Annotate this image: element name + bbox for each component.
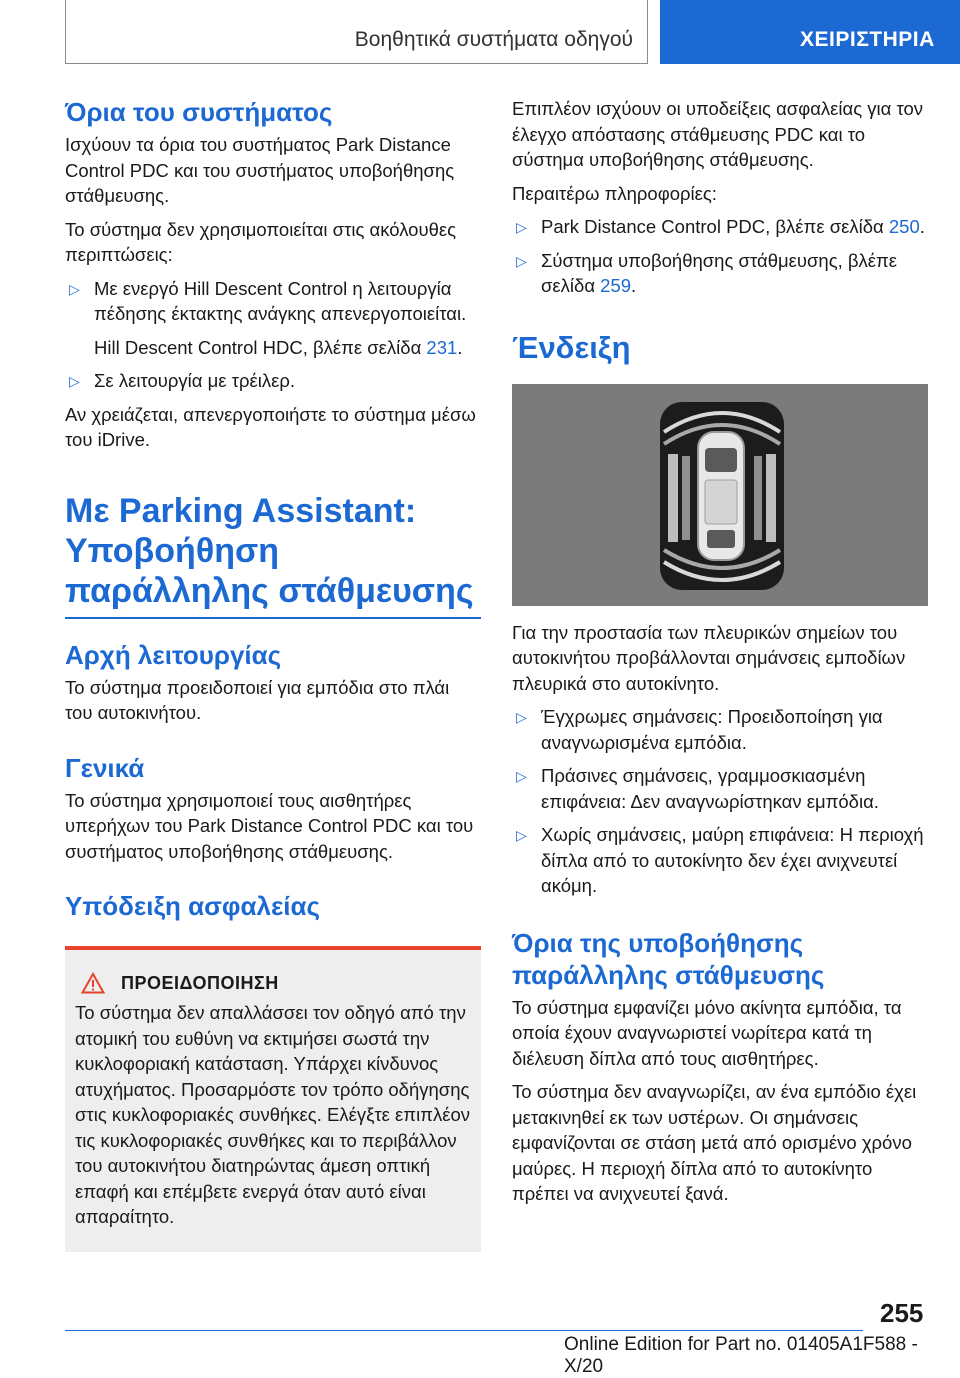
page-number: 255: [880, 1298, 924, 1328]
page-link[interactable]: 231: [426, 336, 458, 358]
triangle-bullet-icon: ▷: [516, 709, 527, 725]
list-item: ▷ Έγχρωμες σημάνσεις: Προειδοποίηση για αναγνωρισμένα εμπόδια.: [516, 706, 883, 753]
warning-title: ΠΡΟΕΙΔΟΠΟΙΗΣΗ: [121, 972, 279, 993]
limits2-heading: Όρια της υποβοήθησης παράλληλης στάθμευσης: [512, 927, 825, 990]
display-heading: Ένδειξη: [512, 329, 631, 365]
list-item: ▷ Πράσινες σημάνσεις, γραμμοσκιασμένη επιφάνεια: Δεν αναγνωρίστηκαν εμπόδια.: [516, 765, 879, 812]
header-chapter-title: ΧΕΙΡΙΣΤΗΡΙΑ: [800, 28, 935, 51]
parking-display-figure: [512, 384, 928, 606]
cross-reference: Hill Descent Control HDC, βλέπε σελίδα 231.: [94, 336, 463, 358]
warning-text: Το σύστημα δεν απαλλάσσει τον οδηγό από την ατομική του ευθύνη να εκτιμήσει σωστά την κυκλοφοριακή κατάσταση. Υπάρχει κίνδυνος ατυχήματος. Προσαρμόστε τον τρόπο οδήγησης στις κυκλοφοριακές συνθήκες. Ελέγξτε επιπλέον τις κυκλοφοριακές συνθήκες και το περιβάλλον του αυτοκινήτου διατηρώντας άμεση οπτική επαφή και επέμβετε ενεργά όταν αυτό είναι απαραίτητο.: [75, 1002, 470, 1227]
edition-text: Online Edition for Part no. 01405A1F588 - X/20: [564, 1334, 918, 1377]
list-item: ▷ Χωρίς σημάνσεις, μαύρη επιφάνεια: Η περιοχή δίπλα από το αυτοκίνητο δεν έχει ανιχνευτεί ακόμη.: [516, 824, 924, 896]
car-top-view-icon: [512, 384, 928, 606]
page-link[interactable]: 250: [888, 216, 920, 237]
list-item: ▷ Σε λειτουργία με τρέιλερ.: [65, 368, 481, 394]
principle-paragraph: Το σύστημα προειδοποιεί για εμπόδια στο πλάι του αυτοκινήτου.: [65, 676, 450, 723]
main-section-title: Με Parking Assistant: Υποβοήθηση παράλληλης στάθμευσης: [65, 491, 474, 610]
limits-paragraph-1: Ισχύουν τα όρια του συστήματος Park Distance Control PDC και του συστήματος υποβοήθησης στάθμευσης.: [65, 134, 455, 206]
display-paragraph: Για την προστασία των πλευρικών σημείων του αυτοκινήτου προβάλλονται σημάνσεις εμποδίων πλευρικά στο αυτοκίνητο.: [512, 621, 906, 694]
right-column: [512, 96, 928, 1215]
principle-heading: Αρχή λειτουργίας: [65, 639, 282, 670]
general-heading: Γενικά: [65, 752, 145, 783]
general-paragraph: Το σύστημα χρησιμοποιεί τους αισθητήρες υπερήχων του Park Distance Control PDC και του συστήματος υποβοήθησης στάθμευσης.: [65, 789, 474, 862]
list-item: ▷ Σύστημα υποβοήθησης στάθμευσης, βλέπε σελίδα 259.: [516, 249, 898, 296]
page-link[interactable]: 259: [600, 275, 632, 296]
triangle-bullet-icon: ▷: [69, 373, 80, 389]
triangle-bullet-icon: ▷: [516, 252, 527, 269]
safety-heading: Υπόδειξη ασφαλείας: [65, 891, 321, 921]
list-item: ▷ Park Distance Control PDC, βλέπε σελίδα 250.: [512, 214, 928, 240]
footer-divider: [65, 1330, 863, 1331]
limits2-paragraph-2: Το σύστημα δεν αναγνωρίζει, αν ένα εμπόδιο έχει μετακινηθεί εκ των υστέρων. Οι σημάνσεις εμφανίζονται σε στάση μετά από ορισμένο χρόνο μαύρες. Η περιοχή δίπλα από το αυτοκίνητο πρέπει να ανιχνευτεί ξανά.: [512, 1081, 917, 1204]
triangle-bullet-icon: ▷: [516, 768, 527, 784]
triangle-bullet-icon: ▷: [69, 280, 80, 297]
warning-triangle-icon: [81, 972, 105, 994]
safety-note-paragraph: Επιπλέον ισχύουν οι υποδείξεις ασφαλείας για τον έλεγχο απόστασης στάθμευσης PDC και το σύστημα υποβοήθησης στάθμευσης.: [512, 98, 924, 170]
triangle-bullet-icon: ▷: [516, 219, 527, 235]
limits2-paragraph-1: Το σύστημα εμφανίζει μόνο ακίνητα εμπόδια, τα οποία έχουν αναγνωριστεί νωρίτερα κατά τη διέλευση δίπλα από τους αισθητήρες.: [512, 996, 902, 1069]
warning-box: [65, 946, 481, 1252]
limits-paragraph-2: Το σύστημα δεν χρησιμοποιείται στις ακόλουθες περιπτώσεις:: [65, 218, 457, 265]
left-column: [65, 96, 481, 1252]
limits-paragraph-3: Αν χρειάζεται, απενεργοποιήστε το σύστημα μέσω του iDrive.: [65, 403, 476, 450]
more-info-label: Περαιτέρω πληροφορίες:: [512, 182, 717, 204]
limits-heading: Όρια του συστήματος: [65, 97, 333, 127]
header-section-box: [65, 0, 648, 64]
header-chapter-tab[interactable]: [660, 0, 960, 64]
list-item: ▷ Με ενεργό Hill Descent Control η λειτουργία πέδησης έκτακτης ανάγκης απενεργοποιείται.: [69, 277, 467, 324]
header-section-title: Βοηθητικά συστήματα οδηγού: [354, 28, 633, 51]
triangle-bullet-icon: ▷: [516, 827, 527, 843]
